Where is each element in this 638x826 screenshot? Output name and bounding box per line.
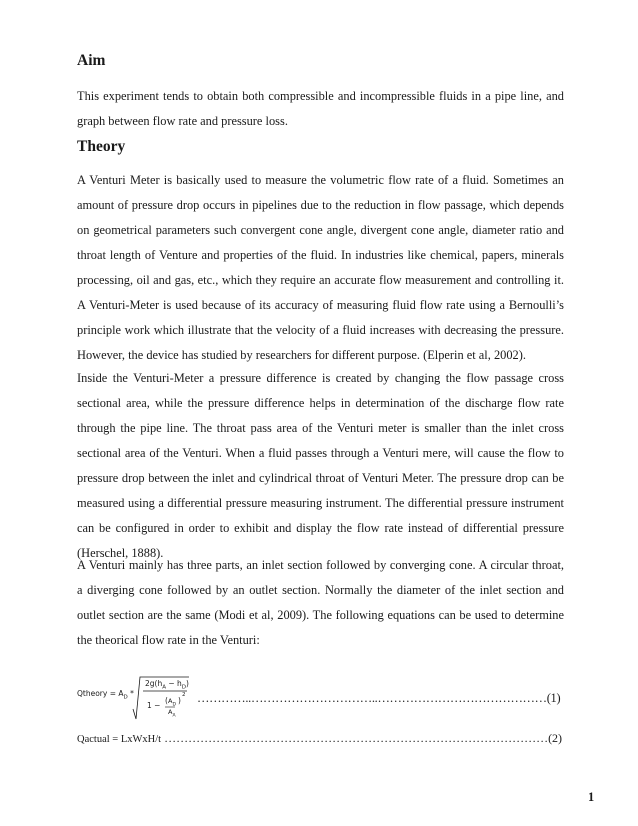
equation-1-lhs: Qtheory = $A_D$ * [77,689,134,701]
equation-1-exponent: 2 [182,692,186,698]
equation-1-ratio-numerator: $A_D$ [168,697,176,708]
equation-2-number: (2) [548,731,563,745]
page-number: 1 [588,790,595,804]
equation-1 [77,675,567,723]
theory-heading: Theory [77,138,126,155]
theory-paragraph-2: Inside the Venturi-Meter a pressure difference is created by changing the flow passage cross sectional area, while the pressure difference helps in determination of the discharge flow rate through the pipe line. The throat pass area of the Venturi meter is smaller than the inlet cross sectional area of the Venturi. When a fluid passes through a Venturi mere, will cause the flow to pressure drop between the inlet and cylindrical throat of Venturi Meter. The pressure drop can be measured using a differential pressure measuring instrument. The differential pressure instrument can be configured in order to exhibit and display the flow rate instead of differential pressure (Herschel, 1888). [77,371,564,560]
equation-2-lhs: Qactual = LxWxH/t [77,734,162,745]
equation-1-number: (1) [546,691,561,705]
equation-1-ratio-close: ) [178,696,181,705]
equation-1-ratio-open: ( [165,696,168,705]
equation-1-denominator-one: 1 − [147,701,161,710]
theory-paragraph-3: A Venturi mainly has three parts, an inlet section followed by converging cone. A circular throat, a diverging cone followed by an outlet section. Normally the diameter of the inlet section and outlet section are the same (Modi et al, 2009). The following equations can be used to determine the theorical flow rate in the Venturi: [77,558,564,647]
equation-1-numerator: $2g(h_A - h_D)$ [145,679,189,691]
equation-1-leader-dots: …………..…………………………..……………………………………(1) [197,691,561,705]
equation-1-ratio-denominator: $A_A$ [168,708,176,719]
equation-2 [77,731,567,746]
equation-2-leader-dots: …………………………………………………………………………………… [164,731,549,745]
aim-heading: Aim [77,52,106,69]
theory-paragraph-1: A Venturi Meter is basically used to measure the volumetric flow rate of a fluid. Sometimes an amount of pressure drop occurs in pipelines due to the reduction in flow passage, which depends on geometrical parameters such convergent cone angle, divergent cone angle, diameter ratio and throat length of Venture and properties of the fluid. In industries like chemical, papers, minerals processing, oil and gas, etc., which they require an accurate flow measurement and controlling it. A Venturi-Meter is used because of its accuracy of measuring fluid flow rate using a Bernoulli’s principle work which illustrate that the velocity of a fluid increases with decreasing the pressure. However, the device has studied by researchers for different purpose. (Elperin et al, 2002). [77,173,564,362]
aim-body: This experiment tends to obtain both compressible and incompressible fluids in a pipe line, and graph between flow rate and pressure loss. [77,89,564,128]
